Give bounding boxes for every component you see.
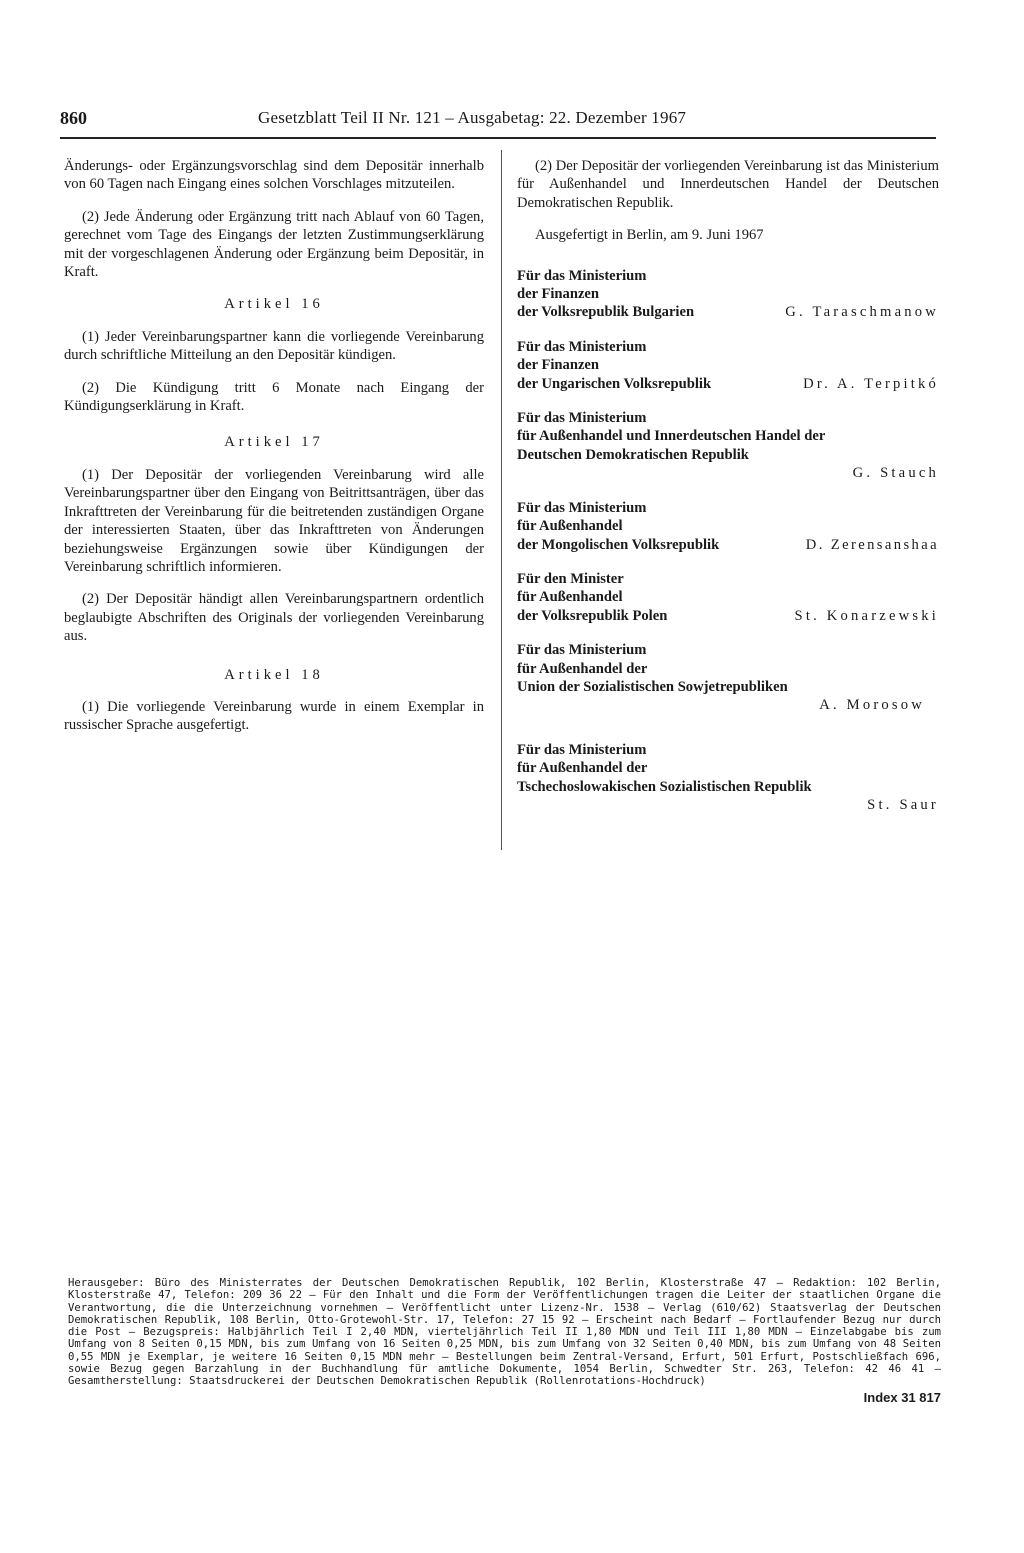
signature-block — [517, 641, 939, 715]
signature-line: für Außenhandel — [517, 518, 623, 535]
header-rule — [60, 137, 936, 139]
signature-block — [517, 267, 939, 322]
page-number: 860 — [60, 108, 87, 128]
signature-line — [517, 607, 939, 625]
signature-line: Union der Sozialistischen Sowjetrepubliken — [517, 678, 788, 695]
signature-line: Deutschen Demokratischen Republik — [517, 446, 749, 463]
paragraph: (2) Die Kündigung tritt 6 Monate nach Eingang der Kündigungserklärung in Kraft. — [64, 379, 484, 415]
signature-line — [517, 536, 939, 554]
signature-line: Für das Ministerium — [517, 741, 647, 758]
signer-name: D. Zerensanshaa — [805, 536, 939, 553]
paragraph: (1) Die vorliegende Vereinbarung wurde in einem Exemplar in russischer Sprache ausgefertigt. — [64, 698, 484, 734]
signature-line: für Außenhandel der — [517, 660, 648, 677]
signer-name: St. Konarzewski — [794, 607, 939, 624]
signature-line: der Finanzen — [517, 286, 600, 303]
signature-line: Für das Ministerium — [517, 267, 647, 284]
index-number: Index 31 817 — [863, 1390, 941, 1405]
signature-line-text: der Mongolischen Volksrepublik — [517, 536, 720, 553]
article-heading: Artikel 16 — [224, 296, 324, 313]
place-and-date: Ausgefertigt in Berlin, am 9. Juni 1967 — [535, 227, 764, 244]
article-heading: Artikel 18 — [224, 666, 324, 683]
signature-line-text: der Volksrepublik Bulgarien — [517, 304, 695, 321]
paragraph: Änderungs- oder Ergänzungsvorschlag sind dem Depositär innerhalb von 60 Tagen nach Eingang eines solchen Vorschlages mitzuteilen. — [64, 158, 484, 193]
signature-block — [517, 570, 939, 625]
signature-line — [517, 375, 939, 393]
left-column — [64, 157, 484, 749]
signature-line: Für das Ministerium — [517, 499, 647, 516]
signature-block — [517, 338, 939, 393]
signer-name: G. Stauch — [852, 465, 939, 482]
signature-line — [517, 303, 939, 321]
signature-line: Für das Ministerium — [517, 410, 647, 427]
column-divider — [501, 150, 502, 850]
signature-line: Für das Ministerium — [517, 338, 647, 355]
signer-name: G. Taraschmanow — [785, 304, 939, 321]
signature-block — [517, 409, 939, 483]
page-header — [60, 108, 936, 134]
signer-name: St. Saur — [867, 796, 939, 813]
signature-line: Für das Ministerium — [517, 642, 647, 659]
signature-block — [517, 741, 939, 815]
imprint: Herausgeber: Büro des Ministerrates der Deutschen Demokratischen Republik, 102 Berlin, Klosterstraße 47 – Redaktion: 102 Berlin, Klosterstraße 47, Telefon: 209 36 22 – Für den Inhalt und die Form der Veröffentlichungen tragen die Leiter der staatlichen Organe die Verantwortung, die die Unterzeichnung vornehmen – Veröffentlicht unter Lizenz-Nr. 1538 – Verlag (610/62) Staatsverlag der Deutschen Demokratischen Republik, 108 Berlin, Otto-Grotewohl-Str. 17, Telefon: 27 15 92 – Erscheint nach Bedarf – Fortlaufender Bezug nur durch die Post – Bezugspreis: Halbjährlich Teil I 2,40 MDN, vierteljährlich Teil II 1,80 MDN und Teil III 1,80 MDN – Einzelabgabe bis zum Umfang von 8 Seiten 0,15 MDN, bis zum Umfang von 16 Seiten 0,25 MDN, bis zum Umfang von 32 Seiten 0,40 MDN, bis zum Umfang von 48 Seiten 0,55 MDN je Exemplar, je weitere 16 Seiten 0,15 MDN mehr – Bestellungen beim Zentral-Versand, Erfurt, 501 Erfurt, Postschließfach 696, sowie Bezug gegen Barzahlung in der Buchhandlung für amtliche Dokumente, 1054 Berlin, Schwedter Str. 263, Telefon: 42 46 41 – Gesamtherstellung: Staatsdruckerei der Deutschen Demokratischen Republik (Rollenrotations-Hochdruck) — [68, 1277, 941, 1388]
right-column — [517, 157, 939, 830]
signer-name: Dr. A. Terpitkó — [803, 375, 939, 392]
signature-line: für Außenhandel der — [517, 760, 648, 777]
signature-line: für Außenhandel — [517, 589, 623, 606]
paragraph: (1) Der Depositär der vorliegenden Vereinbarung wird alle Vereinbarungspartner über den Eingang von Beitrittsanträgen, über das Inkrafttreten der Vereinbarung für die beitretenden zuständigen Organe der interessierten Staaten, über das Inkrafttreten von Änderungen beziehungsweise Ergänzungen sowie über Kündigungen der Vereinbarung schriftlich informieren. — [64, 466, 484, 575]
signature-block — [517, 499, 939, 554]
signature-line-text: der Ungarischen Volksrepublik — [517, 375, 712, 392]
paragraph: (1) Jeder Vereinbarungspartner kann die vorliegende Vereinbarung durch schriftliche Mitteilung an den Depositär kündigen. — [64, 328, 484, 364]
paragraph: (2) Jede Änderung oder Ergänzung tritt nach Ablauf von 60 Tagen, gerechnet vom Tage des Eingangs der letzten Zustimmungserklärung mit der vorgeschlagenen Änderung oder Ergänzung beim Depositär, in Kraft. — [64, 208, 484, 281]
signature-line-text: der Volksrepublik Polen — [517, 607, 668, 624]
signature-line: für Außenhandel und Innerdeutschen Handel der — [517, 428, 826, 445]
article-heading: Artikel 17 — [224, 434, 324, 451]
paragraph: (2) Der Depositär händigt allen Vereinbarungspartnern ordentlich beglaubigte Abschriften des Originals der vorliegenden Vereinbarung aus. — [64, 591, 484, 645]
signature-line: Für den Minister — [517, 570, 624, 587]
signer-name: A. Morosow — [819, 697, 925, 714]
running-title: Gesetzblatt Teil II Nr. 121 – Ausgabetag: 22. Dezember 1967 — [258, 108, 687, 127]
signature-line: Tschechoslowakischen Sozialistischen Republik — [517, 778, 812, 795]
signature-line: der Finanzen — [517, 357, 600, 374]
paragraph: (2) Der Depositär der vorliegenden Vereinbarung ist das Ministerium für Außenhandel und Innerdeutschen Handel der Deutschen Demokratischen Republik. — [517, 158, 939, 211]
